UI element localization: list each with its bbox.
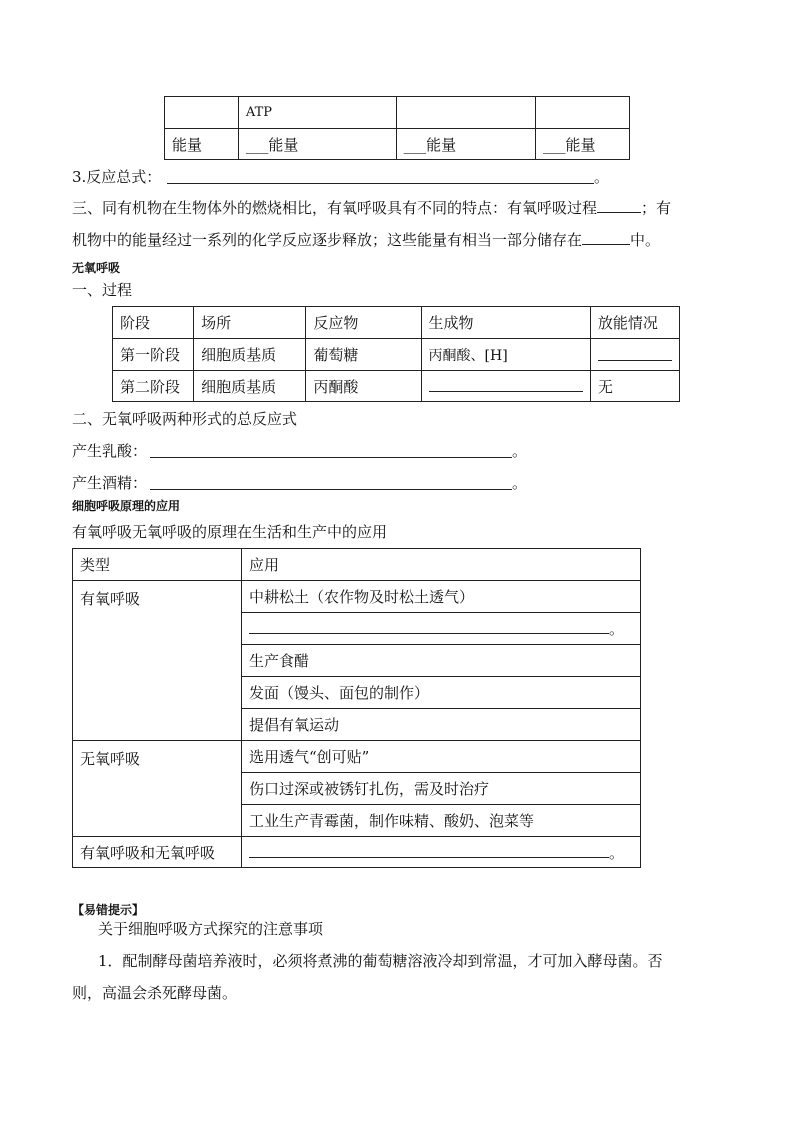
reaction-eq-blank[interactable] <box>167 183 594 184</box>
process-cell-blank[interactable] <box>590 339 679 371</box>
aerobic-app-blank-end: 。 <box>609 620 625 638</box>
both-type-cell: 有氧呼吸和无氧呼吸 <box>73 837 242 868</box>
tips-line2: 则，高温会杀死酵母菌。 <box>72 984 238 1002</box>
aerobic-app-blank[interactable] <box>249 618 609 634</box>
process-cell: 第一阶段 <box>113 339 194 371</box>
top-table-cell: ATP <box>238 97 396 129</box>
energy-blank[interactable] <box>598 345 672 361</box>
para3-line1 <box>72 197 671 218</box>
tips-line1: 1．配制酵母菌培养液时，必须将煮沸的葡萄糖溶液冷却到常温，才可加入酵母菌。否 <box>98 952 663 970</box>
process-cell: 丙酮酸 <box>306 371 421 402</box>
para3-line2-b: 中。 <box>630 231 661 249</box>
tips-heading: 【易错提示】 <box>72 903 145 917</box>
process-cell: 丙酮酸、[H] <box>421 339 590 371</box>
process-header: 生成物 <box>421 307 590 339</box>
top-table-cell <box>535 97 629 129</box>
para3-line2 <box>72 229 660 250</box>
para3-line2-a: 机物中的能量经过一系列的化学反应逐步释放；这些能量有相当一部分储存在 <box>72 231 583 249</box>
reaction-eq-end: 。 <box>594 168 610 186</box>
both-app-blank[interactable] <box>249 842 609 858</box>
aerobic-type-cell: 有氧呼吸 <box>73 581 242 741</box>
anaerobic-process-table <box>112 306 680 402</box>
aerobic-app-blank-cell[interactable] <box>242 613 641 645</box>
anaerobic-app-item: 选用透气“创可贴” <box>242 741 641 773</box>
application-table <box>72 548 641 868</box>
aerobic-app-item: 提倡有氧运动 <box>242 709 641 741</box>
reaction-eq-label: 3.反应总式： <box>72 168 162 186</box>
tips-subtitle: 关于细胞呼吸方式探究的注意事项 <box>98 920 324 938</box>
alcohol-blank[interactable] <box>150 489 512 490</box>
application-heading: 细胞呼吸原理的应用 <box>72 499 181 513</box>
top-table-cell <box>165 97 239 129</box>
anaerobic-sub1: 一、过程 <box>72 281 133 299</box>
alcohol-label: 产生酒精： <box>72 474 148 492</box>
process-cell: 葡萄糖 <box>306 339 421 371</box>
process-cell: 细胞质基质 <box>194 371 306 402</box>
aerobic-app-item: 发面（馒头、面包的制作） <box>242 677 641 709</box>
anaerobic-type-cell: 无氧呼吸 <box>73 741 242 837</box>
product-blank[interactable] <box>429 376 583 392</box>
alcohol-end: 。 <box>512 474 528 492</box>
process-cell: 无 <box>590 371 679 402</box>
process-cell: 第二阶段 <box>113 371 194 402</box>
para3-line1-b: ；有 <box>641 199 672 217</box>
anaerobic-app-item: 伤口过深或被锈钉扎伤，需及时治疗 <box>242 773 641 805</box>
anaerobic-sub2: 二、无氧呼吸两种形式的总反应式 <box>72 410 298 428</box>
top-table-cell: 能量 <box>165 129 239 160</box>
process-header: 反应物 <box>306 307 421 339</box>
process-header: 放能情况 <box>590 307 679 339</box>
application-header-app: 应用 <box>242 549 641 581</box>
para3-line1-a: 三、同有机物在生物体外的燃烧相比，有氧呼吸具有不同的特点：有氧呼吸过程 <box>72 199 598 217</box>
aerobic-app-item: 中耕松土（农作物及时松土透气） <box>242 581 641 613</box>
process-cell: 细胞质基质 <box>194 339 306 371</box>
both-app-blank-end: 。 <box>609 843 625 862</box>
para3-blank-2[interactable] <box>582 229 630 245</box>
application-header-type: 类型 <box>73 549 242 581</box>
lactic-end: 。 <box>512 442 528 460</box>
anaerobic-app-item: 工业生产青霉菌，制作味精、酸奶、泡菜等 <box>242 805 641 837</box>
process-cell-blank[interactable] <box>421 371 590 402</box>
process-header: 阶段 <box>113 307 194 339</box>
top-table-cell: ___能量 <box>535 129 629 160</box>
top-table-cell: ___能量 <box>396 129 535 160</box>
top-table <box>164 96 630 160</box>
process-header: 场所 <box>194 307 306 339</box>
anaerobic-heading: 无氧呼吸 <box>72 261 121 275</box>
aerobic-app-item: 生产食醋 <box>242 645 641 677</box>
application-intro: 有氧呼吸无氧呼吸的原理在生活和生产中的应用 <box>72 523 388 541</box>
lactic-blank[interactable] <box>150 457 512 458</box>
lactic-label: 产生乳酸： <box>72 442 148 460</box>
both-app-blank-cell[interactable] <box>242 837 641 868</box>
para3-blank-1[interactable] <box>597 197 641 213</box>
top-table-cell: ___能量 <box>238 129 396 160</box>
top-table-cell <box>396 97 535 129</box>
